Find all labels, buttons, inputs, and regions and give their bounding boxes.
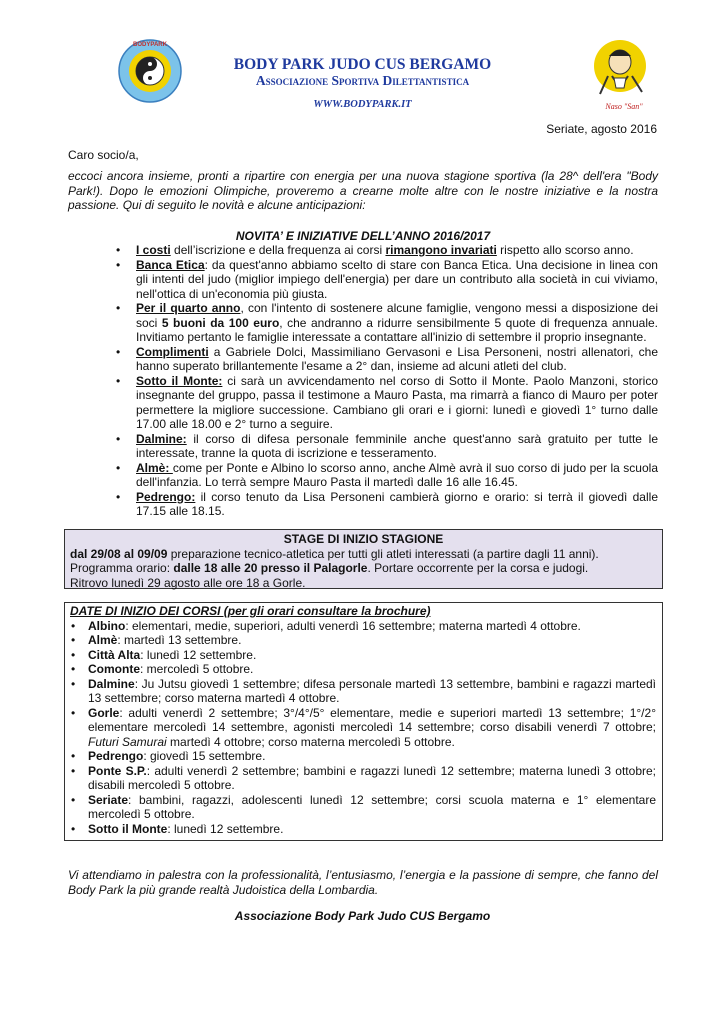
list-item: • Sotto il Monte: ci sarà un avvicendamento nel corso di Sotto il Monte. Paolo Manzoni, storico insegnante del gruppo, passa il testimone a Mauro Pasta, ma rimarrà a fianco di Mauro per poter permettere la migliore successione. Cambiano gli orari e i giorni: lunedì e giovedì 1° turno dalle 17.00 alle 18.00 e 2° turno a seguire. — [116, 373, 658, 431]
signature: Associazione Body Park Judo CUS Bergamo — [234, 909, 491, 923]
club-website[interactable]: WWW.BODYPARK.IT — [313, 99, 412, 110]
bullet-icon: • — [71, 676, 76, 691]
bullet-icon: • — [116, 431, 121, 446]
stage-line-program: Programma orario: dalle 18 alle 20 presso il Palagorle. Portare occorrente per la corsa e judogi. — [70, 561, 589, 575]
list-item: • Città Alta: lunedì 12 settembre. — [71, 647, 257, 662]
salutation: Caro socio/a, — [68, 148, 139, 162]
club-title: BODY PARK JUDO CUS BERGAMO — [233, 56, 492, 73]
bullet-icon: • — [71, 749, 76, 763]
list-item: • Banca Etica: da quest'anno abbiamo scelto di stare con Banca Etica. Una decisione in linea con gli intenti del judo (miglior impiego dell'energia) per dare un contributo alla società in cui viviamo, nell'ottica di un'economia più giusta. — [116, 257, 658, 301]
list-item: • Sotto il Monte: lunedì 12 settembre. — [71, 821, 284, 836]
bullet-icon: • — [116, 257, 121, 272]
stage-box — [64, 529, 663, 589]
list-item: • Dalmine: Ju Jutsu giovedì 1 settembre; difesa personale martedì 13 settembre, bambini e ragazzi martedì 13 settembre; corso materna martedì 4 ottobre. — [71, 676, 656, 705]
list-item: • Albino: elementari, medie, superiori, adulti venerdì 16 settembre; materna martedì 4 ottobre. — [71, 618, 581, 633]
stage-line-dates: dal 29/08 al 09/09 preparazione tecnico-atletica per tutti gli atleti interessati (a partire dagli 11 anni). — [70, 546, 599, 561]
list-item: • Per il quarto anno, con l'intento di sostenere alcune famiglie, vengono messi a disposizione dei soci 5 buoni da 100 euro, che andranno a ridurre sensibilmente 5 quote di frequenza annuale. Invitiamo pertanto le famiglie interessate a contattare all'inizio di settembre il proprio insegnante. — [116, 301, 658, 344]
list-item: • Comonte: mercoledì 5 ottobre. — [71, 662, 254, 676]
stage-title: STAGE DI INIZIO STAGIONE — [283, 532, 444, 546]
bullet-icon: • — [71, 705, 76, 720]
bullet-icon: • — [116, 301, 121, 315]
bullet-icon: • — [71, 763, 76, 778]
closing-paragraph: Vi attendiamo in palestra con la professionalità, l’entusiasmo, l’energia e la passione di sempre, che fanno del Body Park la più grande realtà Judoistica della Lombardia. — [68, 868, 658, 897]
course-dates-title: DATE DI INIZIO DEI CORSI (per gli orari consultare la brochure) — [70, 604, 431, 618]
bullet-icon: • — [71, 792, 76, 807]
bullet-icon: • — [116, 373, 121, 388]
bullet-icon: • — [116, 489, 121, 504]
list-item: • I costi dell’iscrizione e della frequenza ai corsi rimangono invariati rispetto allo scorso anno. — [116, 243, 634, 257]
news-list — [68, 243, 658, 519]
bullet-icon: • — [71, 821, 76, 836]
course-dates-box — [64, 602, 663, 841]
bullet-icon: • — [116, 460, 121, 475]
svg-text:Naso "San": Naso "San" — [605, 102, 643, 111]
bullet-icon: • — [71, 662, 76, 676]
bullet-icon: • — [71, 647, 76, 662]
list-item: • Pedrengo: il corso tenuto da Lisa Personeni cambierà giorno e orario: si terrà il giovedì dalle 17.15 alle 18.15. — [116, 489, 658, 518]
list-item: • Seriate: bambini, ragazzi, adolescenti lunedì 12 settembre; corsi scuola materna e 1° elementare mercoledì 5 ottobre. — [71, 792, 656, 821]
list-item: • Ponte S.P.: adulti venerdì 2 settembre; bambini e ragazzi lunedì 12 settembre; materna lunedì 3 ottobre; disabili mercoledì 5 ottobre. — [71, 763, 656, 792]
intro-paragraph: eccoci ancora insieme, pronti a ripartire con energia per una nuova stagione sportiva (la 28^ dell'era "Body Park!). Dopo le emozioni Olimpiche, proveremo a crearne molte altre con le nostre iniziative e la nostra passione. Qui di seguito le novità e alcune anticipazioni: — [68, 169, 658, 212]
bullet-icon: • — [71, 633, 76, 647]
bullet-icon: • — [116, 243, 121, 257]
stage-line-meeting: Ritrovo lunedì 29 agosto alle ore 18 a Gorle. — [70, 575, 306, 590]
bullet-icon: • — [116, 344, 121, 359]
club-subtitle: Associazione Sportiva Dilettantistica — [255, 73, 470, 88]
list-item: • Dalmine: il corso di difesa personale femminile anche quest'anno sarà gratuito per tutte le interessate, tranne la quota di iscrizione e tesseramento. — [116, 431, 658, 460]
section-title-news: NOVITA’ E INIZIATIVE DELL’ANNO 2016/2017 — [235, 229, 491, 243]
bullet-icon: • — [71, 618, 76, 633]
list-item: • Gorle: adulti venerdì 2 settembre; 3°/4°/5° elementare, medie e superiori martedì 13 settembre; 1°/2° elementare mercoledì 14 settembre, agonisti mercoledì 14 settembre; corso disabili venerdì 7 ottobre; Futuri Samurai martedì 4 ottobre; corso materna mercoledì 5 ottobre. — [71, 705, 656, 749]
course-dates-list — [65, 619, 662, 837]
list-item: • Almè: martedì 13 settembre. — [71, 633, 242, 647]
letter-date: Seriate, agosto 2016 — [546, 122, 657, 136]
list-item: • Almè: come per Ponte e Albino lo scorso anno, anche Almè avrà il suo corso di judo per la scuola dell'infanzia. Lo terrà sempre Mauro Pasta il martedì dalle 16 alle 16.45. — [116, 460, 658, 489]
list-item: • Complimenti a Gabriele Dolci, Massimiliano Gervasoni e Lisa Personeni, nostri allenatori, che hanno superato brillantemente l'esame a 2° dan, insieme ad alcuni atleti del club. — [116, 344, 658, 373]
list-item: • Pedrengo: giovedì 15 settembre. — [71, 749, 266, 763]
svg-text:BODYPARK: BODYPARK — [133, 42, 167, 48]
